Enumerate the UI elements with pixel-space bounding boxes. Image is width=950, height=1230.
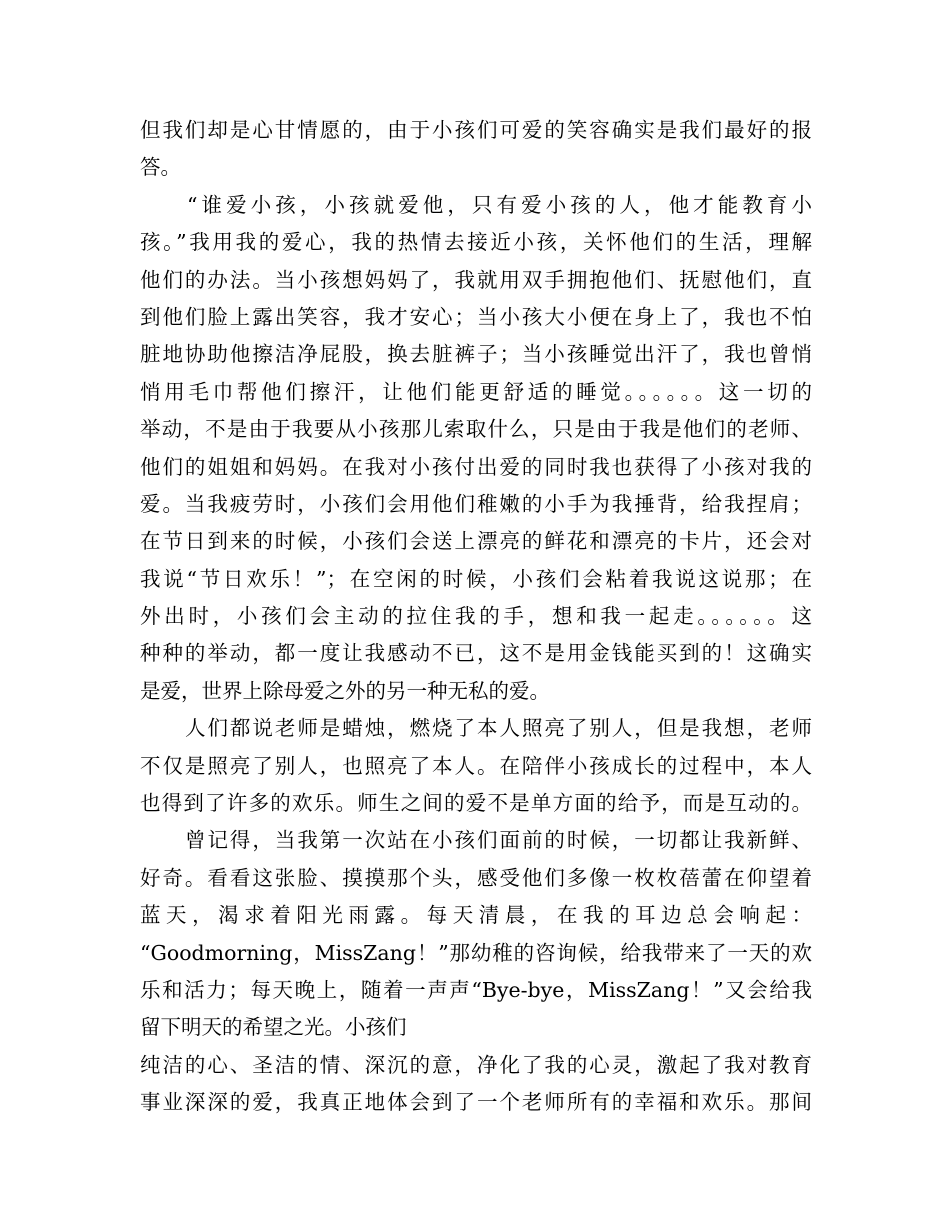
- text-line: 他们的姐姐和妈妈。在我对小孩付出爱的同时我也获得了小孩对我的: [140, 454, 812, 479]
- text-line: 悄用毛巾帮他们擦汗，让他们能更舒适的睡觉。。。。。。这一切的: [140, 379, 812, 404]
- text-line: 脏地协助他擦洁净屁股，换去脏裤子；当小孩睡觉出汗了，我也曾悄: [140, 342, 812, 367]
- text-line: 乐和活力；每天晚上，随着一声声“Bye-bye，MissZang！”又会给我: [140, 977, 812, 1002]
- text-line: 在节日到来的时候，小孩们会送上漂亮的鲜花和漂亮的卡片，还会对: [140, 529, 812, 554]
- document-page: [140, 112, 812, 1122]
- text-line: 纯洁的心、圣洁的情、深沉的意，净化了我的心灵，激起了我对教育: [140, 1052, 812, 1077]
- text-line: “谁爱小孩，小孩就爱他，只有爱小孩的人，他才能教育小: [187, 192, 812, 217]
- text-line: 是爱，世界上除母爱之外的另一种无私的爱。: [140, 678, 550, 703]
- text-line: 外出时，小孩们会主动的拉住我的手，想和我一起走。。。。。。这: [140, 604, 812, 629]
- text-line: 他们的办法。当小孩想妈妈了，我就用双手拥抱他们、抚慰他们，直: [140, 267, 812, 292]
- document-body: [140, 112, 812, 1122]
- text-line: 蓝天，渴求着阳光雨露。每天清晨，在我的耳边总会响起：: [140, 903, 812, 928]
- text-line: 好奇。看看这张脸、摸摸那个头，感受他们多像一枚枚蓓蕾在仰望着: [140, 865, 812, 890]
- text-line: 种种的举动，都一度让我感动不已，这不是用金钱能买到的！这确实: [140, 641, 812, 666]
- text-line: 事业深深的爱，我真正地体会到了一个老师所有的幸福和欢乐。那间: [140, 1090, 812, 1115]
- text-line: “Goodmorning，MissZang！”那幼稚的咨询候，给我带来了一天的欢: [140, 940, 812, 965]
- text-line: 留下明天的希望之光。小孩们: [140, 1015, 407, 1040]
- text-line: 也得到了许多的欢乐。师生之间的爱不是单方面的给予，而是互动的。: [140, 791, 812, 816]
- text-line: 举动，不是由于我要从小孩那儿索取什么，只是由于我是他们的老师、: [140, 417, 812, 442]
- text-line: 但我们却是心甘情愿的，由于小孩们可爱的笑容确实是我们最好的报: [140, 118, 812, 142]
- text-line: 答。: [140, 155, 181, 180]
- text-line: 人们都说老师是蜡烛，燃烧了本人照亮了别人，但是我想，老师: [185, 716, 812, 741]
- text-line: 我说“节日欢乐！”；在空闲的时候，小孩们会粘着我说这说那；在: [140, 566, 812, 591]
- text-line: 到他们脸上露出笑容，我才安心；当小孩大小便在身上了，我也不怕: [140, 304, 812, 329]
- text-line: 不仅是照亮了别人，也照亮了本人。在陪伴小孩成长的过程中，本人: [140, 753, 812, 778]
- text-line: 曾记得，当我第一次站在小孩们面前的时候，一切都让我新鲜、: [185, 828, 812, 853]
- text-line: 孩。”我用我的爱心，我的热情去接近小孩，关怀他们的生活，理解: [140, 230, 812, 255]
- text-line: 爱。当我疲劳时，小孩们会用他们稚嫩的小手为我捶背，给我捏肩；: [140, 491, 812, 516]
